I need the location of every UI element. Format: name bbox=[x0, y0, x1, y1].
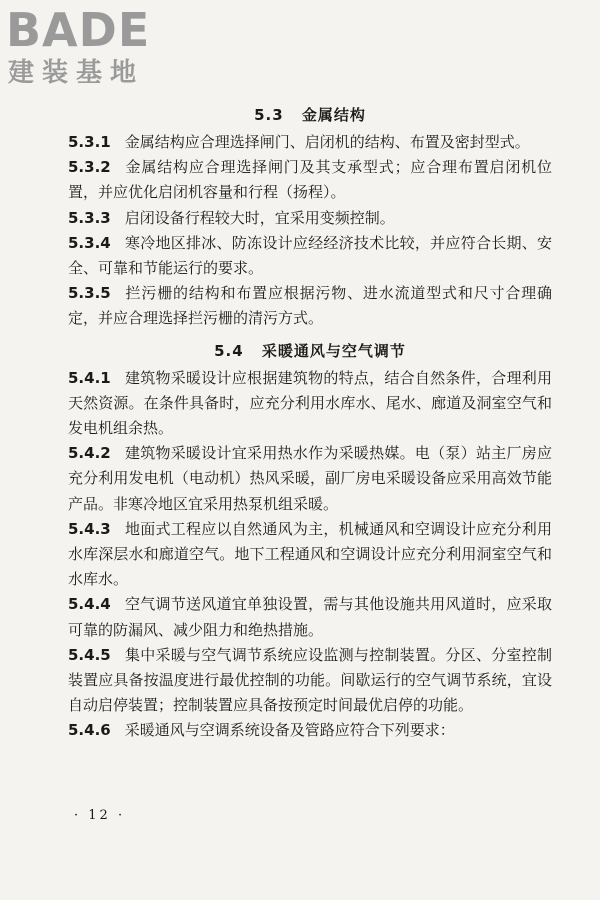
clause-number: 5.3.5 bbox=[68, 284, 111, 303]
section-title: 采暖通风与空气调节 bbox=[261, 341, 406, 360]
clause-number: 5.3.2 bbox=[68, 158, 111, 177]
clause-number: 5.3.1 bbox=[68, 133, 111, 151]
logo-subtitle: 建装基地 bbox=[8, 58, 145, 88]
section-title: 金属结构 bbox=[301, 106, 366, 124]
clause-5-3-1 bbox=[68, 130, 552, 155]
clause-number: 5.4.5 bbox=[68, 645, 111, 664]
watermark-logo bbox=[6, 4, 176, 90]
clause-number: 5.3.4 bbox=[68, 233, 111, 252]
clause-text: 空气调节送风道宜单独设置，需与其他设施共用风道时，应采取可靠的防漏风、减少阻力和绝热措施。 bbox=[68, 595, 552, 639]
clause-text: 启闭设备行程较大时，宜采用变频控制。 bbox=[124, 208, 395, 227]
clause-5-4-5 bbox=[68, 643, 552, 719]
clause-text: 建筑物采暖设计应根据建筑物的特点，结合自然条件，合理利用天然资源。在条件具备时，应充分利用水库水、尾水、廊道及洞室空气和发电机组余热。 bbox=[68, 368, 552, 438]
clause-text: 建筑物采暖设计宜采用热水作为采暖热媒。电（泵）站主厂房应充分利用发电机（电动机）热风采暖，副厂房电采暖设备应采用高效节能产品。非寒冷地区宜采用热泵机组采暖。 bbox=[68, 444, 552, 513]
clause-number: 5.3.3 bbox=[68, 208, 111, 227]
clause-5-3-4 bbox=[68, 231, 552, 281]
clause-5-3-3 bbox=[68, 206, 552, 231]
clause-text: 采暖通风与空调系统设备及管路应符合下列要求： bbox=[124, 721, 455, 740]
clause-5-4-1 bbox=[68, 366, 552, 442]
clause-number: 5.4.3 bbox=[68, 519, 111, 538]
clause-number: 5.4.4 bbox=[68, 595, 111, 614]
clause-5-4-3 bbox=[68, 517, 552, 593]
clause-number: 5.4.1 bbox=[68, 368, 111, 387]
clause-5-3-5 bbox=[68, 281, 552, 331]
clause-text: 寒冷地区排冰、防冻设计应经经济技术比较，并应符合长期、安全、可靠和节能运行的要求。 bbox=[68, 233, 552, 278]
section-heading-5-3 bbox=[68, 100, 552, 130]
document-page bbox=[68, 100, 552, 744]
clause-text: 拦污栅的结构和布置应根据污物、进水流道型式和尺寸合理确定，并应合理选择拦污栅的清污方式。 bbox=[68, 284, 552, 328]
logo-wordmark: BADE bbox=[6, 3, 151, 57]
clause-text: 金属结构应合理选择闸门及其支承型式；应合理布置启闭机位置，并应优化启闭机容量和行程（扬程）。 bbox=[68, 158, 552, 202]
section-heading-5-4 bbox=[68, 336, 552, 366]
section-number: 5.3 bbox=[254, 106, 284, 124]
clause-5-4-2 bbox=[68, 441, 552, 517]
clause-text: 金属结构应合理选择闸门、启闭机的结构、布置及密封型式。 bbox=[124, 133, 530, 151]
clause-text: 集中采暖与空气调节系统应设监测与控制装置。分区、分室控制装置应具备按温度进行最优控制的功能。间歇运行的空气调节系统，宜设自动启停装置；控制装置应具备按预定时间最优启停的功能。 bbox=[68, 645, 552, 715]
clause-text: 地面式工程应以自然通风为主，机械通风和空调设计应充分利用水库深层水和廊道空气。地下工程通风和空调设计应充分利用洞室空气和水库水。 bbox=[68, 519, 552, 589]
section-number: 5.4 bbox=[214, 341, 244, 360]
clause-5-4-4 bbox=[68, 592, 552, 642]
clause-number: 5.4.6 bbox=[68, 721, 111, 740]
page-number: · 12 · bbox=[74, 808, 126, 823]
clause-5-3-2 bbox=[68, 155, 552, 205]
clause-number: 5.4.2 bbox=[68, 444, 111, 463]
clause-5-4-6 bbox=[68, 718, 552, 743]
